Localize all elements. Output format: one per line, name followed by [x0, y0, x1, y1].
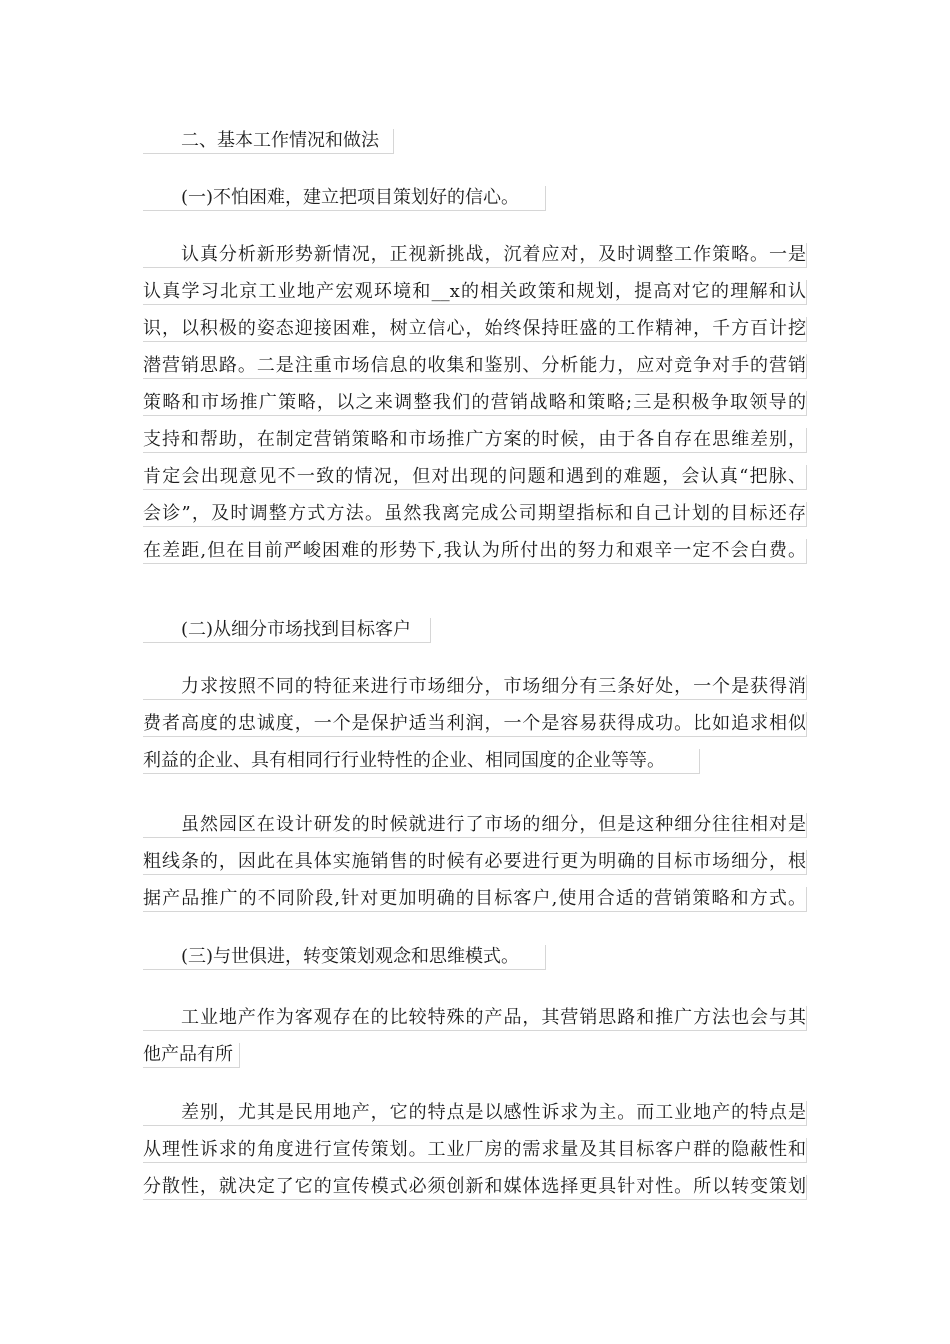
- text-line: 认真学习北京工业地产宏观环境和__x的相关政策和规划，提高对它的理解和认: [143, 280, 807, 305]
- text-line: 肯定会出现意见不一致的情况，但对出现的问题和遇到的难题，会认真“把脉、: [143, 465, 807, 490]
- subheading-2: [143, 618, 807, 655]
- text-line: 在差距,但在目前严峻困难的形势下,我认为所付出的努力和艰辛一定不会白费。: [143, 539, 807, 564]
- heading-line: 二、基本工作情况和做法: [143, 129, 394, 154]
- paragraph-1: [143, 243, 807, 576]
- text-line: 识，以积极的姿态迎接困难，树立信心，始终保持旺盛的工作精神，千方百计挖: [143, 317, 807, 342]
- subheading-line: (二)从细分市场找到目标客户: [143, 618, 431, 643]
- text-line: 工业地产作为客观存在的比较特殊的产品，其营销思路和推广方法也会与其: [143, 1006, 807, 1031]
- subheading-line: (一)不怕困难，建立把项目策划好的信心。: [143, 186, 546, 211]
- text-line: 据产品推广的不同阶段,针对更加明确的目标客户,使用合适的营销策略和方式。: [143, 887, 807, 912]
- subheading-1: [143, 186, 807, 223]
- text-line: 粗线条的，因此在具体实施销售的时候有必要进行更为明确的目标市场细分，根: [143, 850, 807, 875]
- paragraph-4: [143, 1006, 807, 1080]
- text-line: 潜营销思路。二是注重市场信息的收集和鉴别、分析能力，应对竞争对手的营销: [143, 354, 807, 379]
- text-line: 策略和市场推广策略，以之来调整我们的营销战略和策略;三是积极争取领导的: [143, 391, 807, 416]
- text-line: 虽然园区在设计研发的时候就进行了市场的细分，但是这种细分往往相对是: [143, 813, 807, 838]
- section-heading: [143, 129, 807, 166]
- text-line: 他产品有所: [143, 1043, 240, 1068]
- paragraph-2: [143, 675, 807, 786]
- text-line: 支持和帮助，在制定营销策略和市场推广方案的时候，由于各自存在思维差别，: [143, 428, 807, 453]
- subheading-3: [143, 945, 807, 982]
- text-line: 费者高度的忠诚度，一个是保护适当利润，一个是容易获得成功。比如追求相似: [143, 712, 807, 737]
- text-line: 差别，尤其是民用地产，它的特点是以感性诉求为主。而工业地产的特点是: [143, 1101, 807, 1126]
- subheading-line: (三)与世俱进，转变策划观念和思维模式。: [143, 945, 546, 970]
- text-line: 利益的企业、具有相同行行业特性的企业、相同国度的企业等等。: [143, 749, 700, 774]
- paragraph-5: [143, 1101, 807, 1212]
- text-line: 认真分析新形势新情况，正视新挑战，沉着应对，及时调整工作策略。一是: [143, 243, 807, 268]
- text-line: 从理性诉求的角度进行宣传策划。工业厂房的需求量及其目标客户群的隐蔽性和: [143, 1138, 807, 1163]
- text-line: 会诊”，及时调整方式方法。虽然我离完成公司期望指标和自己计划的目标还存: [143, 502, 807, 527]
- text-line: 分散性，就决定了它的宣传模式必须创新和媒体选择更具针对性。所以转变策划: [143, 1175, 807, 1200]
- paragraph-3: [143, 813, 807, 924]
- text-line: 力求按照不同的特征来进行市场细分，市场细分有三条好处，一个是获得消: [143, 675, 807, 700]
